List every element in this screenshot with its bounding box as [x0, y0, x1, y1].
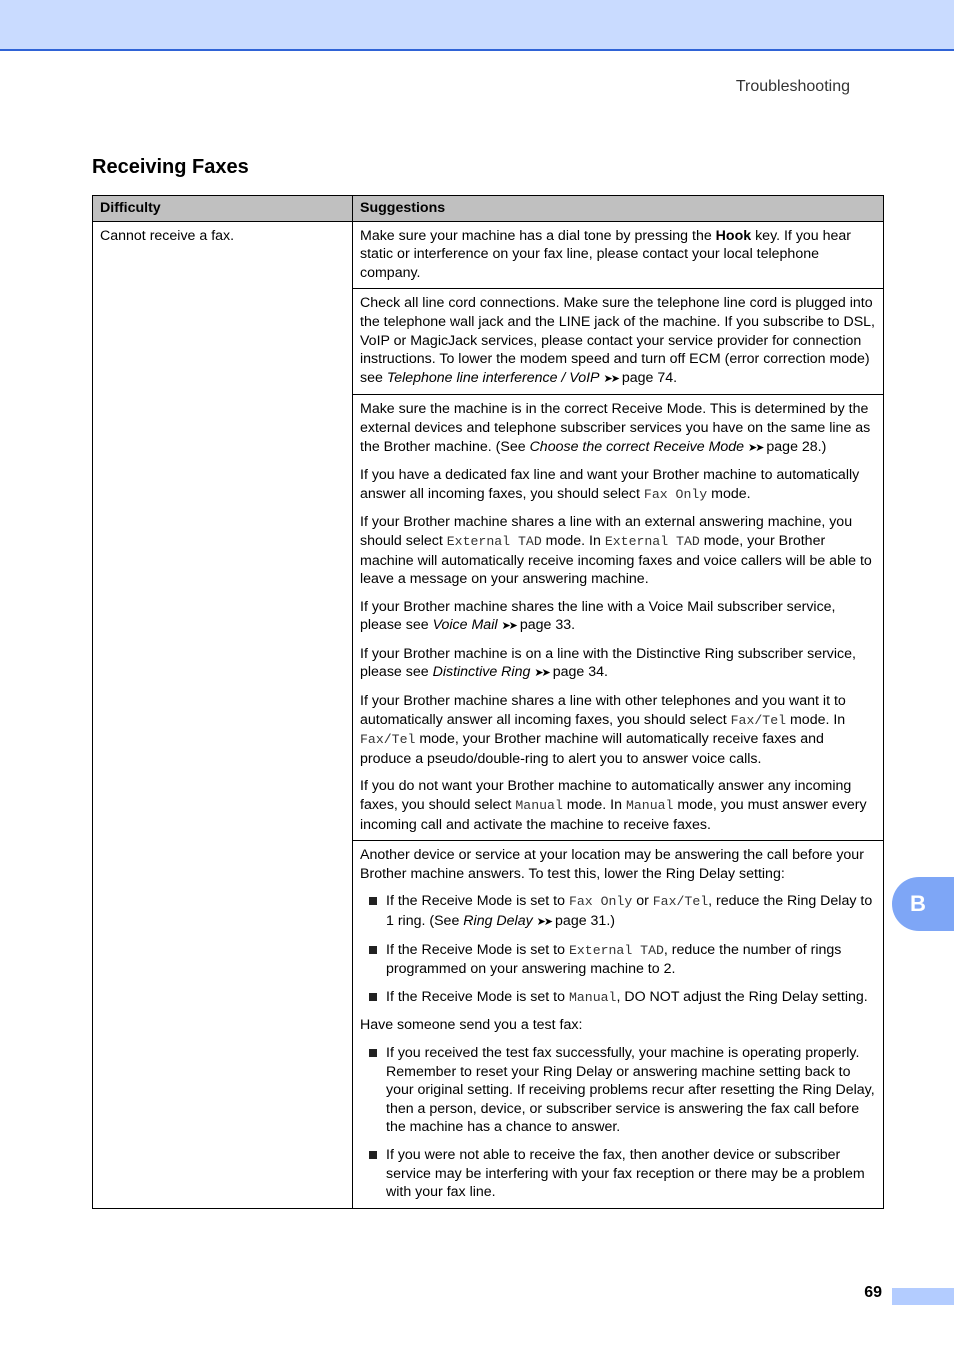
- cross-reference[interactable]: Telephone line interference / VoIP: [386, 369, 600, 386]
- page-number-bar: [892, 1288, 954, 1305]
- suggestion-cell-line-cord: [353, 289, 884, 395]
- mode-name: Manual: [515, 798, 563, 814]
- bullet-item: If the Receive Mode is set to Manual, DO NOT adjust the Ring Delay setting.: [360, 988, 876, 1008]
- double-arrow-icon: ➤➤: [501, 620, 516, 633]
- mode-name: External TAD: [568, 942, 664, 958]
- mode-name: Fax/Tel: [730, 712, 787, 728]
- suggestion-text: If you have a dedicated fax line and want your Brother machine to automatically answer all incoming faxes, you should select Fax Only mode.: [360, 467, 860, 502]
- header-bar: [0, 0, 954, 51]
- suggestion-text: If your Brother machine shares the line with a Voice Mail subscriber service, please see Voice Mail ➤➤ page 33.: [360, 598, 836, 634]
- suggestion-text: If you do not want your Brother machine to automatically answer any incoming faxes, you should select Manual mode. In Manual mode, you must answer every incoming call and activate the machine to receive faxes.: [360, 778, 867, 833]
- difficulty-cell: Cannot receive a fax.: [93, 221, 353, 1208]
- double-arrow-icon: ➤➤: [748, 441, 763, 454]
- mode-name: External TAD: [604, 533, 700, 549]
- mode-name: Fax Only: [568, 894, 633, 910]
- double-arrow-icon: ➤➤: [534, 667, 549, 680]
- double-arrow-icon: ➤➤: [603, 372, 618, 385]
- suggestion-cell-dial-tone: [353, 221, 884, 289]
- header-suggestions: Suggestions: [353, 196, 884, 222]
- suggestion-text: If your Brother machine is on a line with the Distinctive Ring subscriber service, please see Distinctive Ring ➤➤ page 34.: [360, 645, 856, 681]
- suggestion-text: If your Brother machine shares a line with an external answering machine, you should select External TAD mode. In External TAD mode, your Brother machine will automatically receive incoming faxes and voice callers will be able to leave a message on your answering machine.: [360, 514, 872, 588]
- suggestion-text: Make sure the machine is in the correct Receive Mode. This is determined by the external devices and telephone subscriber services you have on the same line as the Brother machine. (See Choose the correct Receive Mode ➤➤ page 28.): [360, 401, 871, 455]
- page-number: 69: [864, 1284, 882, 1301]
- hook-key: Hook: [715, 227, 752, 244]
- suggestion-text: If your Brother machine shares a line with other telephones and you want it to automatically answer all incoming faxes, you should select Fax/Tel mode. In Fax/Tel mode, your Brother machine will automatically receive faxes and produce a pseudo/double-ring to alert you to answer voice calls.: [360, 693, 846, 767]
- cross-reference[interactable]: Distinctive Ring: [432, 664, 531, 681]
- cross-reference[interactable]: Voice Mail: [432, 617, 498, 634]
- table-row: [93, 221, 884, 289]
- bullet-item: If you received the test fax successfully, your machine is operating properly. Remember to reset your Ring Delay or answering machine setting back to your original setting. If receiving problems recur after resetting the Ring Delay, then a person, device, or subscriber service is answering the fax call before the machine has a chance to answer.: [360, 1044, 876, 1137]
- suggestion-cell-receive-mode: [353, 395, 884, 841]
- suggestion-text: Another device or service at your location may be answering the call before your Brother machine answers. To test this, lower the Ring Delay setting:: [360, 847, 864, 882]
- suggestion-text: Have someone send you a test fax:: [360, 1017, 583, 1034]
- cross-reference[interactable]: Choose the correct Receive Mode: [529, 438, 745, 455]
- bullet-item: If the Receive Mode is set to Fax Only or Fax/Tel, reduce the Ring Delay to 1 ring. (See Ring Delay ➤➤ page 31.): [360, 892, 876, 931]
- cross-reference[interactable]: Ring Delay: [463, 913, 533, 929]
- mode-name: Fax/Tel: [360, 732, 416, 748]
- mode-name: External TAD: [446, 533, 542, 549]
- double-arrow-icon: ➤➤: [536, 916, 552, 928]
- suggestion-text: Check all line cord connections. Make sure the telephone line cord is plugged into the telephone wall jack and the LINE jack of the machine. If you subscribe to DSL, VoIP or MagicJack services, please contact your service provider for connection instructions. To lower the modem speed and turn off ECM (error correction mode) see Telephone line interference / VoIP ➤➤ page 74.: [360, 295, 875, 386]
- page-title: Receiving Faxes: [92, 156, 249, 178]
- mode-name: Fax/Tel: [652, 894, 709, 910]
- mode-name: Manual: [625, 798, 674, 814]
- suggestion-text: Make sure your machine has a dial tone by pressing the Hook key. If you hear static or interference on your fax line, please contact your local telephone company.: [360, 227, 852, 281]
- chapter-tab: B: [892, 877, 954, 931]
- mode-name: Manual: [568, 989, 617, 1005]
- table-header-row: [93, 196, 884, 222]
- bullet-item: If you were not able to receive the fax, then another device or subscriber service may be interfering with your fax reception or there may be a problem with your fax line.: [360, 1146, 876, 1202]
- troubleshooting-table: [92, 195, 884, 1209]
- header-difficulty: Difficulty: [93, 196, 353, 222]
- bullet-item: If the Receive Mode is set to External TAD, reduce the number of rings programmed on your answering machine to 2.: [360, 941, 876, 979]
- suggestion-cell-ring-delay: [353, 841, 884, 1209]
- section-name: Troubleshooting: [735, 78, 850, 95]
- mode-name: Fax Only: [643, 486, 708, 502]
